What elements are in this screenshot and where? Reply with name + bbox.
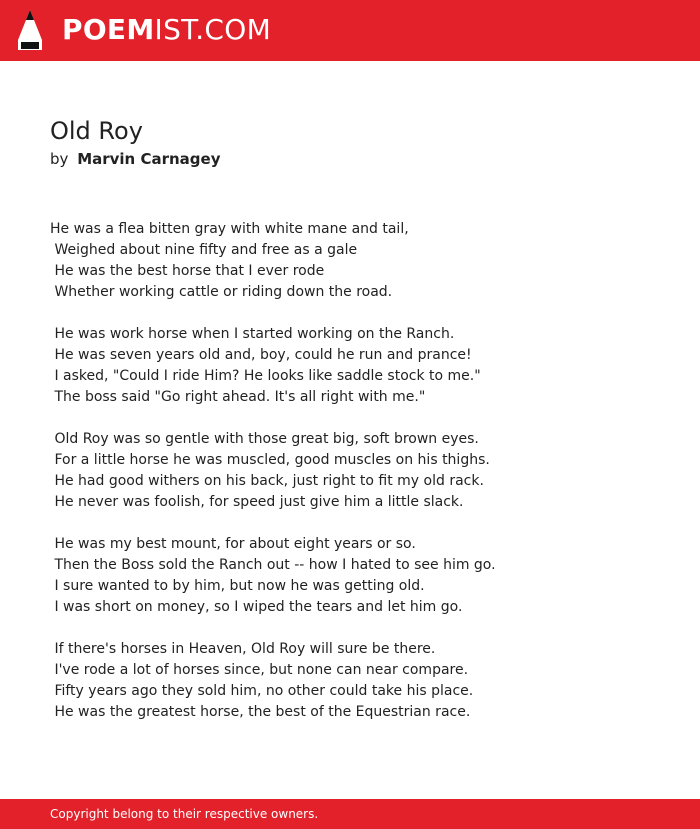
poem-line: I was short on money, so I wiped the tears and let him go.: [50, 599, 463, 615]
author-name: Marvin Carnagey: [77, 150, 221, 168]
poem-line: He was the best horse that I ever rode: [50, 263, 325, 279]
poem-line: Whether working cattle or riding down the road.: [50, 284, 393, 300]
poem-stanza: [50, 219, 670, 303]
poem-line: The boss said "Go right ahead. It's all right with me.": [50, 389, 426, 405]
poem-line: He was a flea bitten gray with white mane and tail,: [50, 221, 409, 237]
pencil-logo-icon[interactable]: [17, 9, 43, 51]
byline: [50, 148, 220, 170]
poem-line: He was the greatest horse, the best of the Equestrian race.: [50, 704, 471, 720]
poem-line: I've rode a lot of horses since, but none can near compare.: [50, 662, 469, 678]
poem-line: He was work horse when I started working on the Ranch.: [50, 326, 455, 342]
poem-line: He never was foolish, for speed just give him a little slack.: [50, 494, 464, 510]
poem-stanza: [50, 639, 670, 723]
poem-line: He was my best mount, for about eight years or so.: [50, 536, 416, 552]
poem-line: Old Roy was so gentle with those great big, soft brown eyes.: [50, 431, 479, 447]
poem-line: Fifty years ago they sold him, no other could take his place.: [50, 683, 474, 699]
poem-title: Old Roy: [50, 117, 143, 145]
poem-line: If there's horses in Heaven, Old Roy will sure be there.: [50, 641, 436, 657]
by-label: by: [50, 150, 69, 168]
poem-line: I asked, "Could I ride Him? He looks like saddle stock to me.": [50, 368, 481, 384]
header-bar: [0, 0, 700, 61]
poem-line: He was seven years old and, boy, could he run and prance!: [50, 347, 472, 363]
brand-bold: POEM: [62, 13, 155, 46]
poem-line: For a little horse he was muscled, good muscles on his thighs.: [50, 452, 490, 468]
footer-bar: [0, 799, 700, 829]
poem-body: [50, 219, 670, 744]
poem-stanza: [50, 534, 670, 618]
poem-line: Weighed about nine fifty and free as a gale: [50, 242, 358, 258]
poem-line: He had good withers on his back, just right to fit my old rack.: [50, 473, 484, 489]
poem-line: Then the Boss sold the Ranch out -- how I hated to see him go.: [50, 557, 496, 573]
poem-line: I sure wanted to by him, but now he was getting old.: [50, 578, 425, 594]
brand-logo-text[interactable]: [62, 12, 271, 48]
copyright-text: Copyright belong to their respective owners.: [50, 807, 319, 821]
poem-stanza: [50, 324, 670, 408]
brand-light: IST.COM: [154, 13, 272, 46]
poem-stanza: [50, 429, 670, 513]
